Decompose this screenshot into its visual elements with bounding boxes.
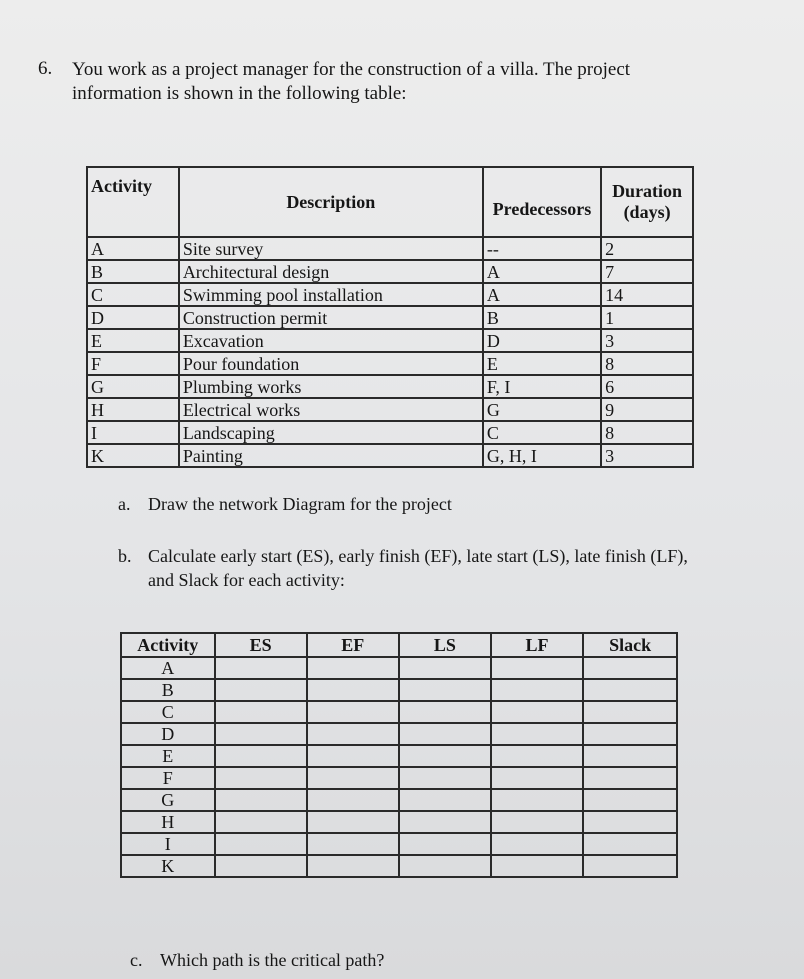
blank-answer-cell[interactable] [307, 767, 399, 789]
calc-table-row [121, 701, 677, 723]
blank-answer-cell[interactable] [491, 833, 583, 855]
blank-answer-cell[interactable] [491, 855, 583, 877]
blank-answer-cell[interactable] [307, 811, 399, 833]
calc-activity-cell: F [121, 767, 215, 789]
activity-cell: B [87, 260, 179, 283]
predecessors-cell: B [483, 306, 601, 329]
blank-answer-cell[interactable] [307, 679, 399, 701]
blank-answer-cell[interactable] [583, 789, 677, 811]
header-predecessors: Predecessors [483, 167, 601, 237]
calc-activity-cell: I [121, 833, 215, 855]
blank-answer-cell[interactable] [307, 657, 399, 679]
blank-answer-cell[interactable] [583, 723, 677, 745]
blank-answer-cell[interactable] [215, 833, 307, 855]
calc-activity-cell: K [121, 855, 215, 877]
duration-cell: 2 [601, 237, 693, 260]
predecessors-cell: A [483, 260, 601, 283]
blank-answer-cell[interactable] [491, 701, 583, 723]
predecessors-cell: A [483, 283, 601, 306]
project-table-row [87, 329, 693, 352]
predecessors-cell: D [483, 329, 601, 352]
predecessors-cell: G, H, I [483, 444, 601, 467]
blank-answer-cell[interactable] [307, 833, 399, 855]
schedule-calc-table [120, 632, 678, 878]
blank-answer-cell[interactable] [399, 811, 491, 833]
part-a-label: a. [118, 494, 131, 514]
activity-cell: I [87, 421, 179, 444]
calc-table-row [121, 745, 677, 767]
calc-activity-cell: E [121, 745, 215, 767]
calc-header-ef: EF [307, 633, 399, 657]
activity-cell: D [87, 306, 179, 329]
description-cell: Site survey [179, 237, 483, 260]
blank-answer-cell[interactable] [307, 701, 399, 723]
calc-table-row [121, 833, 677, 855]
project-table-row [87, 421, 693, 444]
blank-answer-cell[interactable] [215, 789, 307, 811]
header-duration: Duration (days) [601, 167, 693, 237]
blank-answer-cell[interactable] [491, 723, 583, 745]
activity-cell: C [87, 283, 179, 306]
description-cell: Excavation [179, 329, 483, 352]
duration-cell: 3 [601, 329, 693, 352]
duration-cell: 9 [601, 398, 693, 421]
calc-table-row [121, 679, 677, 701]
blank-answer-cell[interactable] [491, 811, 583, 833]
project-table-row [87, 283, 693, 306]
blank-answer-cell[interactable] [215, 679, 307, 701]
duration-cell: 3 [601, 444, 693, 467]
calc-activity-cell: B [121, 679, 215, 701]
blank-answer-cell[interactable] [399, 767, 491, 789]
activity-cell: H [87, 398, 179, 421]
activity-cell: K [87, 444, 179, 467]
calc-activity-cell: D [121, 723, 215, 745]
description-cell: Electrical works [179, 398, 483, 421]
blank-answer-cell[interactable] [583, 767, 677, 789]
blank-answer-cell[interactable] [215, 745, 307, 767]
part-b-label: b. [118, 546, 132, 566]
blank-answer-cell[interactable] [399, 657, 491, 679]
blank-answer-cell[interactable] [491, 657, 583, 679]
blank-answer-cell[interactable] [399, 855, 491, 877]
description-cell: Painting [179, 444, 483, 467]
project-table-row [87, 237, 693, 260]
blank-answer-cell[interactable] [215, 657, 307, 679]
description-cell: Architectural design [179, 260, 483, 283]
part-c [130, 948, 384, 972]
question-text: You work as a project manager for the construction of a villa. The project information is shown in the following table: [72, 59, 631, 104]
description-cell: Swimming pool installation [179, 283, 483, 306]
blank-answer-cell[interactable] [583, 679, 677, 701]
blank-answer-cell[interactable] [399, 745, 491, 767]
duration-cell: 14 [601, 283, 693, 306]
part-c-label: c. [130, 950, 143, 970]
blank-answer-cell[interactable] [307, 723, 399, 745]
header-description: Description [179, 167, 483, 237]
duration-cell: 1 [601, 306, 693, 329]
calc-activity-cell: C [121, 701, 215, 723]
description-cell: Plumbing works [179, 375, 483, 398]
calc-table-row [121, 811, 677, 833]
project-table-row [87, 375, 693, 398]
blank-answer-cell[interactable] [399, 701, 491, 723]
project-info-table [86, 166, 694, 468]
blank-answer-cell[interactable] [491, 745, 583, 767]
blank-answer-cell[interactable] [583, 657, 677, 679]
blank-answer-cell[interactable] [491, 789, 583, 811]
blank-answer-cell[interactable] [215, 811, 307, 833]
blank-answer-cell[interactable] [491, 679, 583, 701]
header-activity: Activity [87, 167, 179, 237]
calc-table-row [121, 657, 677, 679]
blank-answer-cell[interactable] [307, 789, 399, 811]
part-b [118, 544, 718, 592]
calc-table-row [121, 789, 677, 811]
part-a-text: Draw the network Diagram for the project [148, 494, 452, 514]
blank-answer-cell[interactable] [307, 855, 399, 877]
project-table-row [87, 444, 693, 467]
blank-answer-cell[interactable] [583, 833, 677, 855]
blank-answer-cell[interactable] [583, 811, 677, 833]
part-a [118, 492, 452, 516]
question-number: 6. [38, 58, 53, 79]
predecessors-cell: G [483, 398, 601, 421]
calc-header-activity: Activity [121, 633, 215, 657]
blank-answer-cell[interactable] [583, 701, 677, 723]
description-cell: Construction permit [179, 306, 483, 329]
calc-header-ls: LS [399, 633, 491, 657]
calc-header-es: ES [215, 633, 307, 657]
calc-activity-cell: H [121, 811, 215, 833]
predecessors-cell: C [483, 421, 601, 444]
duration-cell: 8 [601, 421, 693, 444]
blank-answer-cell[interactable] [215, 855, 307, 877]
calc-table-row [121, 723, 677, 745]
activity-cell: G [87, 375, 179, 398]
calc-activity-cell: A [121, 657, 215, 679]
blank-answer-cell[interactable] [399, 679, 491, 701]
predecessors-cell: F, I [483, 375, 601, 398]
part-c-text: Which path is the critical path? [160, 950, 385, 970]
description-cell: Pour foundation [179, 352, 483, 375]
predecessors-cell: E [483, 352, 601, 375]
calc-header-slack: Slack [583, 633, 677, 657]
predecessors-cell: -- [483, 237, 601, 260]
duration-cell: 7 [601, 260, 693, 283]
part-b-line2: and Slack for each activity: [148, 570, 345, 590]
project-table-row [87, 352, 693, 375]
project-table-row [87, 260, 693, 283]
duration-cell: 6 [601, 375, 693, 398]
blank-answer-cell[interactable] [215, 767, 307, 789]
blank-answer-cell[interactable] [399, 723, 491, 745]
project-table-header-row [87, 167, 693, 237]
calc-activity-cell: G [121, 789, 215, 811]
description-cell: Landscaping [179, 421, 483, 444]
blank-answer-cell[interactable] [583, 855, 677, 877]
calc-table-header-row [121, 633, 677, 657]
duration-cell: 8 [601, 352, 693, 375]
blank-answer-cell[interactable] [215, 701, 307, 723]
activity-cell: E [87, 329, 179, 352]
project-table-row [87, 398, 693, 421]
calc-table-row [121, 855, 677, 877]
calc-table-row [121, 767, 677, 789]
blank-answer-cell[interactable] [215, 723, 307, 745]
blank-answer-cell[interactable] [491, 767, 583, 789]
calc-header-lf: LF [491, 633, 583, 657]
project-table-row [87, 306, 693, 329]
blank-answer-cell[interactable] [307, 745, 399, 767]
part-b-line1: Calculate early start (ES), early finish (EF), late start (LS), late finish (LF), [148, 546, 688, 566]
blank-answer-cell[interactable] [399, 789, 491, 811]
activity-cell: F [87, 352, 179, 375]
blank-answer-cell[interactable] [399, 833, 491, 855]
blank-answer-cell[interactable] [583, 745, 677, 767]
activity-cell: A [87, 237, 179, 260]
